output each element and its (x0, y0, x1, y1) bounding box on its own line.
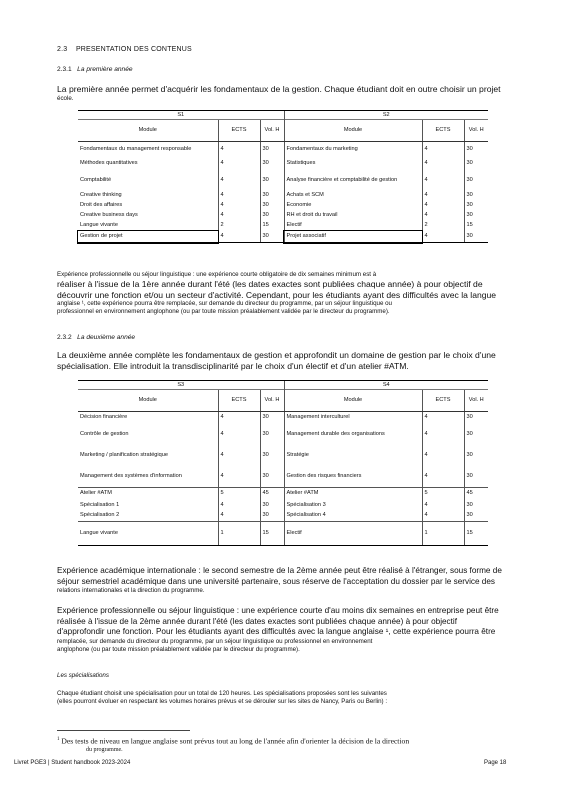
table-row (78, 211, 488, 221)
table-row (78, 170, 488, 191)
module-cell: Achats et SCM (284, 191, 422, 201)
table-row (78, 221, 488, 231)
table-row (78, 466, 488, 488)
year2-experience-paragraph: Expérience professionnelle ou séjour linguistique : une expérience courte d'au moins dix semaines en entreprise peut être réalisée à l'issue de la 2ème année durant l'été (les dates exactes sont publiées chaque année) à pour objectif d'approfondir une fonction. Pour les étudiants ayant des difficultés avec la langue anglaise ¹, cette expérience pourra être remplacée, sur demande du directeur du programme, par un séjour linguistique ou professionnel en environnement anglophone (ou par toute mission préalablement validée par le directeur du programme). (57, 606, 499, 653)
footnote: $^1$ Des tests de niveau en langue anglaise sont prévus tout au long de l'année afin d'orienter la décision de la direction du programme. (57, 736, 410, 753)
ects-cell: 4 (422, 446, 464, 466)
module-cell: Gestion des risques financiers (284, 466, 422, 488)
ects-cell: 1 (218, 522, 260, 546)
column-header: Module (78, 120, 218, 142)
ects-cell: 4 (422, 466, 464, 488)
volume-cell: 30 (260, 466, 284, 488)
table-row (78, 191, 488, 201)
ects-cell: 4 (422, 511, 464, 522)
module-cell: Electif (284, 221, 422, 231)
ects-cell: 4 (218, 466, 260, 488)
year1-experience-paragraph: Expérience professionnelle ou séjour linguistique : une expérience courte obligatoire de dix semaines minimum est à réaliser à l'issue de la 1ère année durant l'été (les dates exactes sont publiées chaque année) à pour objectif de découvrir une fonction et/ou un secteur d'activité. Cependant, pour les étudiants ayant des difficultés avec la langue anglaise ¹, cette expérience pourra être remplacée, sur demande du directeur du programme, par un séjour linguistique ou professionnel en environnement anglophone (ou par toute mission préalablement validée par le directeur du programme). (57, 271, 497, 316)
volume-cell: 15 (260, 221, 284, 231)
table-row (78, 522, 488, 546)
ects-cell: 4 (422, 201, 464, 211)
module-cell: Atelier #ATM (78, 488, 218, 500)
ects-cell: 4 (218, 500, 260, 511)
volume-cell: 45 (260, 488, 284, 500)
column-header: Module (78, 390, 218, 412)
year2-modules-table (78, 380, 488, 546)
volume-cell: 30 (260, 142, 284, 158)
ects-cell: 4 (218, 191, 260, 201)
column-header: Vol. H (260, 390, 284, 412)
volume-cell: 30 (260, 424, 284, 446)
module-cell: Fondamentaux du marketing (284, 142, 422, 158)
column-header: ECTS (422, 120, 464, 142)
volume-cell: 30 (464, 466, 488, 488)
ects-cell: 4 (422, 191, 464, 201)
module-cell: Statistiques (284, 158, 422, 170)
ects-cell: 4 (218, 511, 260, 522)
volume-cell: 30 (260, 231, 284, 243)
column-header: Vol. H (464, 390, 488, 412)
year2-academic-paragraph: Expérience académique internationale : le second semestre de la 2ème année peut être réalisé à l'étranger, sous forme de séjour semestriel académique dans une université partenaire, sous réserve de l'acceptation du dossier par le service des relations internationales et la direction du programme. (57, 566, 502, 595)
volume-cell: 15 (260, 522, 284, 546)
module-cell: Atelier #ATM (284, 488, 422, 500)
table-row (78, 231, 488, 243)
column-header: Vol. H (464, 120, 488, 142)
column-header: ECTS (218, 120, 260, 142)
module-cell: Spécialisation 1 (80, 501, 120, 508)
column-header: ECTS (422, 390, 464, 412)
semester-label: S4 (284, 381, 488, 390)
module-cell: Management durable des organisations (284, 424, 422, 446)
volume-cell: 30 (464, 231, 488, 243)
column-header: ECTS (218, 390, 260, 412)
ects-cell: 4 (218, 231, 260, 243)
module-cell: RH et droit du travail (284, 211, 422, 221)
volume-cell: 30 (260, 500, 284, 511)
module-cell: Comptabilité (80, 176, 112, 183)
ects-cell: 2 (422, 221, 464, 231)
column-header: Vol. H (260, 120, 284, 142)
module-cell: Fondamentaux du management responsable (80, 146, 192, 153)
table-row (78, 424, 488, 446)
ects-cell: 4 (422, 231, 464, 243)
volume-cell: 15 (464, 522, 488, 546)
module-cell: Management des systèmes d'information (80, 472, 182, 479)
ects-cell: 4 (218, 142, 260, 158)
ects-cell: 4 (422, 158, 464, 170)
volume-cell: 30 (464, 142, 488, 158)
ects-cell: 4 (422, 142, 464, 158)
volume-cell: 30 (464, 412, 488, 424)
module-cell: Marketing / planification stratégique (80, 452, 168, 459)
ects-cell: 4 (422, 211, 464, 221)
table-row (78, 446, 488, 466)
section-heading (57, 46, 192, 53)
module-cell: Spécialisation 2 (80, 512, 120, 519)
table-row (78, 412, 488, 424)
footer-left: Livret PGE3 | Student handbook 2023-2024 (14, 760, 131, 766)
section-title: PRESENTATION DES CONTENUS (75, 46, 192, 53)
volume-cell: 30 (464, 170, 488, 191)
module-cell: Analyse financière et comptabilité de gestion (284, 170, 422, 191)
volume-cell: 30 (260, 511, 284, 522)
volume-cell: 30 (464, 158, 488, 170)
module-cell: Droit des affaires (80, 202, 123, 209)
module-cell: Projet associatif (284, 231, 422, 243)
subsection-heading-year2: 2.3.2 La deuxième année (57, 334, 136, 341)
module-cell: Spécialisation 3 (284, 500, 422, 511)
table-row (78, 500, 488, 511)
footer-page-number: Page 18 (484, 760, 507, 766)
module-cell: Décision financière (80, 414, 128, 421)
column-header: Module (284, 390, 422, 412)
module-cell: Contrôle de gestion (80, 431, 129, 438)
year1-intro: La première année permet d'acquérir les fondamentaux de la gestion. Chaque étudiant doit en outre choisir un projet école. (57, 84, 501, 102)
volume-cell: 30 (260, 211, 284, 221)
ects-cell: 5 (218, 488, 260, 500)
ects-cell: 5 (422, 488, 464, 500)
volume-cell: 15 (464, 221, 488, 231)
ects-cell: 4 (218, 424, 260, 446)
ects-cell: 4 (218, 170, 260, 191)
footnote-marker: 1 (57, 737, 60, 742)
semester-label: S1 (78, 111, 284, 120)
volume-cell: 30 (464, 500, 488, 511)
ects-cell: 4 (218, 211, 260, 221)
module-cell: Creative business days (80, 212, 138, 219)
module-cell: Méthodes quantitatives (80, 160, 138, 167)
module-cell: Langue vivante (80, 222, 118, 229)
volume-cell: 30 (260, 158, 284, 170)
volume-cell: 45 (464, 488, 488, 500)
module-cell: Management interculturel (284, 412, 422, 424)
table-row (78, 158, 488, 170)
module-cell: Stratégie (284, 446, 422, 466)
section-number: 2.3 (57, 46, 68, 53)
module-cell: Gestion de projet (78, 231, 218, 243)
module-cell: Spécialisation 4 (284, 511, 422, 522)
footnote-divider (57, 730, 190, 731)
specialisations-heading: Les spécialisations (57, 672, 109, 679)
ects-cell: 4 (422, 170, 464, 191)
year1-modules-table (78, 110, 488, 243)
subsection-heading-year1: 2.3.1 La première année (57, 66, 133, 73)
ects-cell: 4 (218, 412, 260, 424)
specialisations-paragraph: Chaque étudiant choisit une spécialisation pour un total de 120 heures. Les spécialisations proposées sont les suivantes (elles pourront évoluer en respectant les volumes horaires prévus et se dérouler sur les sites de Nancy, Paris ou Berlin) : (57, 690, 388, 705)
column-header: Module (284, 120, 422, 142)
volume-cell: 30 (260, 170, 284, 191)
semester-label: S3 (78, 381, 284, 390)
table-row (78, 511, 488, 522)
ects-cell: 1 (422, 522, 464, 546)
volume-cell: 30 (464, 511, 488, 522)
table-row (78, 201, 488, 211)
module-cell: Electif (284, 522, 422, 546)
volume-cell: 30 (260, 201, 284, 211)
volume-cell: 30 (464, 211, 488, 221)
table-row (78, 488, 488, 500)
ects-cell: 4 (422, 412, 464, 424)
volume-cell: 30 (464, 201, 488, 211)
volume-cell: 30 (260, 412, 284, 424)
volume-cell: 30 (464, 191, 488, 201)
semester-label: S2 (284, 111, 488, 120)
ects-cell: 4 (218, 446, 260, 466)
module-cell: Creative thinking (80, 192, 122, 199)
year2-intro: La deuxième année complète les fondamentaux de gestion et approfondit un domaine de gestion par le choix d'une spécialisation. Elle introduit la transdisciplinarité par le choix d'un électif et d'un atelier #ATM. (57, 350, 496, 371)
volume-cell: 30 (260, 191, 284, 201)
ects-cell: 4 (218, 158, 260, 170)
module-cell: Langue vivante (78, 522, 218, 546)
ects-cell: 2 (218, 221, 260, 231)
ects-cell: 4 (422, 424, 464, 446)
table-row (78, 142, 488, 158)
volume-cell: 30 (464, 424, 488, 446)
volume-cell: 30 (464, 446, 488, 466)
module-cell: Economie (284, 201, 422, 211)
ects-cell: 4 (218, 201, 260, 211)
ects-cell: 4 (422, 500, 464, 511)
volume-cell: 30 (260, 446, 284, 466)
